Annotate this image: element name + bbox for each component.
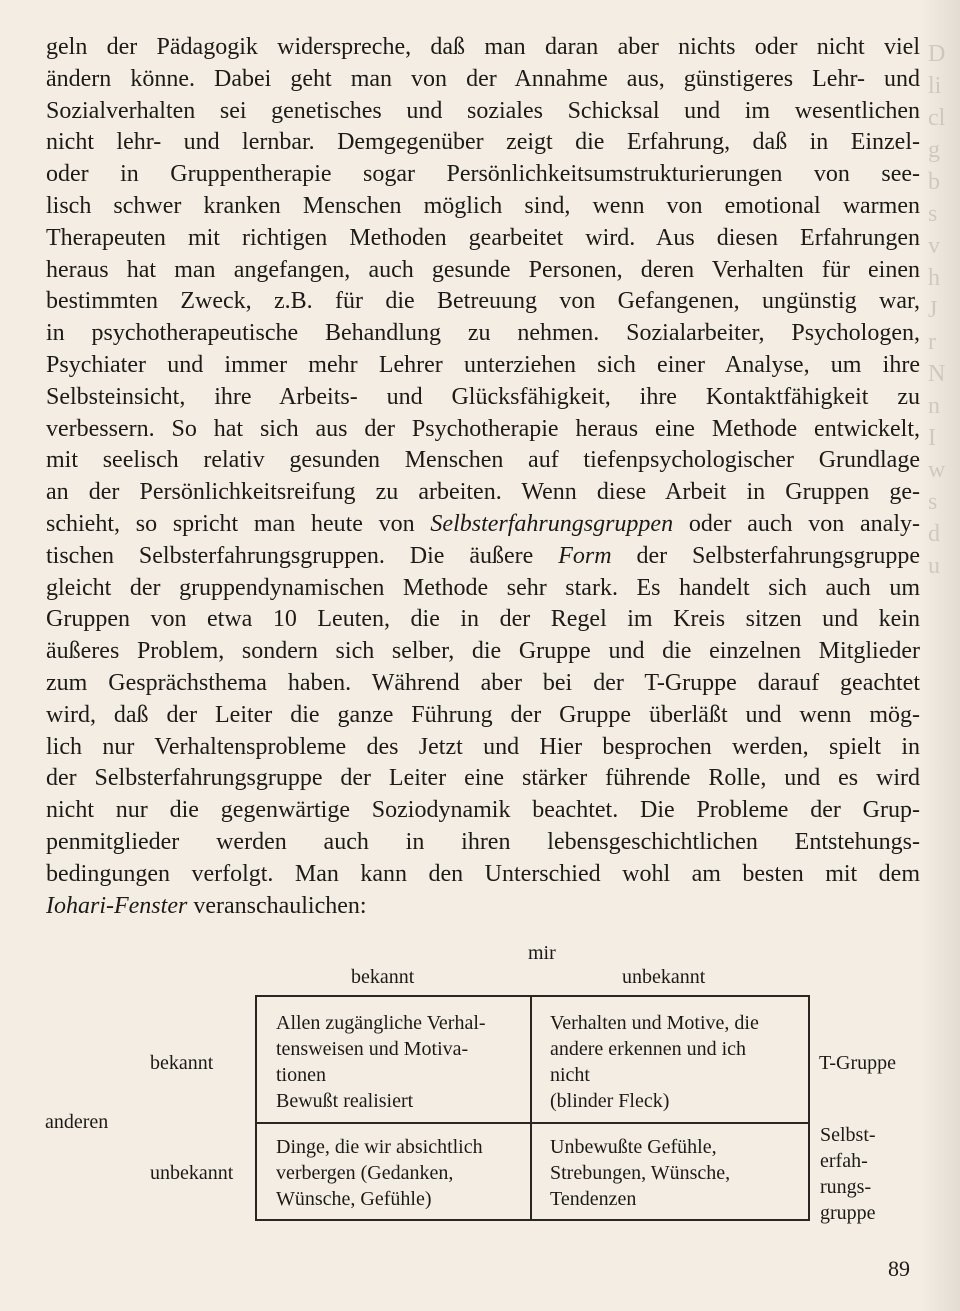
cell-line: Strebungen, Wünsche, [550, 1162, 731, 1184]
text-line [46, 891, 920, 923]
label-anderen: anderen [45, 1111, 109, 1133]
cell-line: Unbewußte Gefühle, [550, 1136, 717, 1158]
cell-line: andere erkennen und ich [550, 1038, 747, 1060]
cell-line: (blinder Fleck) [550, 1090, 670, 1112]
bleed-letter: h [928, 265, 940, 291]
text-run: schieht, so spricht man heute von [46, 510, 431, 537]
text-line: geln der Pädagogik widerspreche, daß man daran aber nichts oder nicht viel [46, 34, 920, 60]
bleed-letter: li [928, 73, 942, 99]
bleed-letter: s [928, 201, 938, 227]
cell-top-left [276, 1010, 486, 1114]
text-line: bedingungen verfolgt. Man kann den Unterschied wohl am besten mit dem [46, 860, 920, 887]
bleed-letter: J [928, 297, 938, 323]
text-line: nicht nur die gegenwärtige Soziodynamik beachtet. Die Probleme der Grup- [46, 797, 920, 824]
text-line: zum Gesprächsthema haben. Während aber bei der T-Gruppe darauf geachtet [46, 669, 920, 696]
facing-page-show-through [928, 38, 956, 582]
bleed-letter: u [928, 553, 940, 579]
cell-top-right [550, 1010, 759, 1114]
label-selbsterfahrungsgruppe [820, 1122, 876, 1226]
label-mir: mir [528, 942, 556, 964]
text-line: in psychotherapeutische Behandlung zu nehmen. Sozialarbeiter, Psychologen, [46, 320, 920, 347]
bleed-letter: s [928, 489, 938, 515]
text-run: der Selbsterfahrungsgruppe [611, 542, 920, 569]
cell-line: Bewußt realisiert [276, 1090, 414, 1112]
text-line: heraus hat man angefangen, auch gesunde Personen, deren Verhalten für einen [46, 256, 920, 283]
text-run: tischen Selbsterfahrungsgruppen. Die äußere [46, 542, 559, 569]
cell-line: verbergen (Gedanken, [276, 1162, 454, 1184]
bleed-letter: I [928, 425, 936, 451]
cell-line: rungs- [820, 1176, 872, 1198]
label-row-bekannt: bekannt [150, 1052, 214, 1074]
text-run: oder auch von analy- [673, 510, 920, 537]
cell-line: tensweisen und Motiva- [276, 1038, 469, 1060]
italic-term: Iohari-Fenster [46, 892, 188, 919]
text-line: lich nur Verhaltensprobleme des Jetzt und Hier besprochen werden, spielt in [46, 733, 920, 760]
text-line [46, 541, 920, 573]
text-line: an der Persönlichkeitsreifung zu arbeiten. Wenn diese Arbeit in Gruppen ge- [46, 479, 920, 506]
italic-term: Form [558, 542, 612, 569]
cell-line: Selbst- [820, 1124, 876, 1146]
bleed-letter: v [928, 233, 940, 259]
bleed-letter: w [928, 457, 946, 483]
bleed-letter: d [928, 521, 940, 547]
text-run: veranschaulichen: [187, 892, 367, 919]
cell-line: Tendenzen [550, 1188, 637, 1210]
text-line: mit seelisch relativ gesunden Menschen auf tiefenpsychologischer Grundlage [46, 447, 920, 474]
text-line: äußeres Problem, sondern sich selber, die Gruppe und die einzelnen Mitglieder [46, 638, 920, 665]
cell-bottom-right [550, 1134, 730, 1212]
johari-window-horizontal-divider [255, 1122, 810, 1124]
text-line: Psychiater und immer mehr Lehrer unterziehen sich einer Analyse, um ihre [46, 351, 920, 378]
cell-bottom-left [276, 1134, 483, 1212]
text-line: verbessern. So hat sich aus der Psychotherapie heraus eine Methode entwickelt, [46, 415, 920, 442]
italic-term: Selbsterfahrungsgruppen [430, 510, 674, 537]
facing-page-bleed [920, 0, 960, 1311]
text-line: penmitglieder werden auch in ihren lebensgeschichtlichen Entstehungs- [46, 828, 920, 855]
cell-line: gruppe [820, 1202, 876, 1224]
cell-line: Verhalten und Motive, die [550, 1012, 759, 1034]
cell-line: tionen [276, 1064, 326, 1086]
cell-line: erfah- [820, 1150, 868, 1172]
text-line: oder in Gruppentherapie sogar Persönlichkeitsumstrukturierungen von see- [46, 161, 920, 188]
bleed-letter: D [928, 41, 946, 67]
label-col-unbekannt: unbekannt [622, 966, 706, 988]
text-line [46, 509, 920, 541]
text-line: nicht lehr- und lernbar. Demgegenüber zeigt die Erfahrung, daß in Einzel- [46, 129, 920, 156]
bleed-letter: g [928, 137, 940, 163]
cell-line: nicht [550, 1064, 590, 1086]
bleed-letter: b [928, 169, 940, 195]
page-number: 89 [888, 1256, 910, 1281]
text-line: lisch schwer kranken Menschen möglich sind, wenn von emotional warmen [46, 192, 920, 219]
text-line: bestimmten Zweck, z.B. für die Betreuung von Gefangenen, ungünstig war, [46, 288, 920, 315]
text-line: Selbsteinsicht, ihre Arbeits- und Glücksfähigkeit, ihre Kontaktfähigkeit zu [46, 383, 920, 410]
label-col-bekannt: bekannt [351, 966, 415, 988]
bleed-letter: r [928, 329, 936, 355]
bleed-letter: cl [928, 105, 946, 131]
cell-line: Wünsche, Gefühle) [276, 1188, 432, 1210]
text-line: wird, daß der Leiter die ganze Führung der Gruppe überläßt und wenn mög- [46, 701, 920, 728]
text-line: ändern könne. Dabei geht man von der Annahme aus, günstigeres Lehr- und [46, 65, 920, 92]
bleed-letter: n [928, 393, 940, 419]
text-line: Therapeuten mit richtigen Methoden gearbeitet wird. Aus diesen Erfahrungen [46, 224, 920, 251]
text-line: der Selbsterfahrungsgruppe der Leiter eine stärker führende Rolle, und es wird [46, 765, 920, 792]
text-line: gleicht der gruppendynamischen Methode sehr stark. Es handelt sich auch um [46, 574, 920, 601]
bleed-letter: N [928, 361, 946, 387]
cell-line: Allen zugängliche Verhal- [276, 1012, 486, 1034]
johari-window-vertical-divider [530, 995, 532, 1221]
text-line: Sozialverhalten sei genetisches und soziales Schicksal und im wesentlichen [46, 97, 920, 124]
cell-line: Dinge, die wir absichtlich [276, 1136, 483, 1158]
label-t-gruppe: T-Gruppe [819, 1052, 897, 1074]
label-row-unbekannt: unbekannt [150, 1162, 234, 1184]
text-line: Gruppen von etwa 10 Leuten, die in der Regel im Kreis sitzen und kein [46, 606, 920, 633]
body-text [46, 32, 920, 922]
